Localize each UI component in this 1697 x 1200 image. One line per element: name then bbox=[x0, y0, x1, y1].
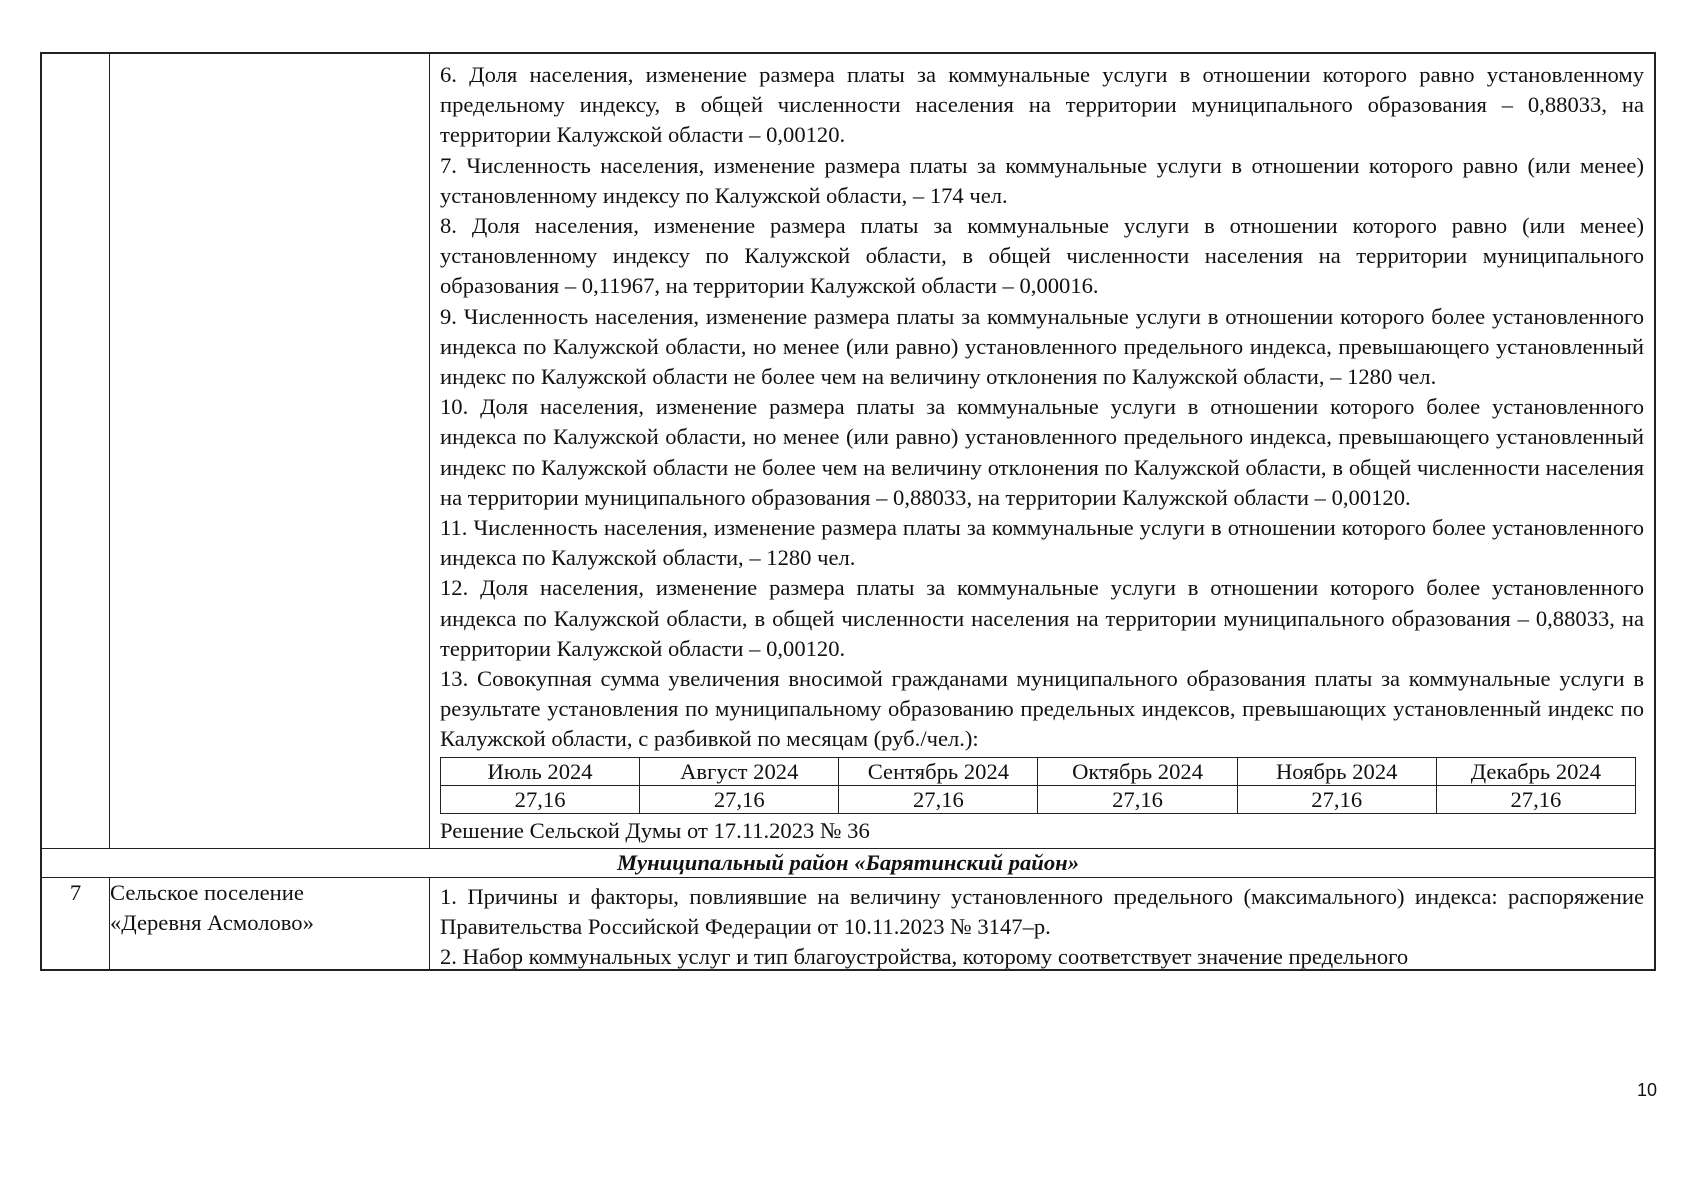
month-value: 27,16 bbox=[1436, 785, 1635, 813]
settlement-name-line2: «Деревня Асмолово» bbox=[110, 909, 314, 935]
month-value: 27,16 bbox=[441, 785, 640, 813]
indicator-item-8: 8. Доля населения, изменение размера платы за коммунальные услуги в отношении которого равно (или менее) установленному индексу по Калужской области, в общей численности населения на территории муниципального образования – 0,11967, на территории Калужской области – 0,00016. bbox=[440, 213, 1644, 299]
section-row bbox=[42, 848, 1655, 877]
indicator-item-12: 12. Доля населения, изменение размера платы за коммунальные услуги в отношении которого более установленного индекса по Калужской области, в общей численности населения на территории муниципального образования – 0,88033, на территории Калужской области – 0,00120. bbox=[440, 575, 1644, 661]
indicator-item-7: 7. Численность населения, изменение размера платы за коммунальные услуги в отношении которого равно (или менее) установленному индексу по Калужской области, – 174 чел. bbox=[440, 152, 1644, 208]
number-cell-empty bbox=[42, 54, 110, 849]
monthly-amounts-table bbox=[440, 757, 1636, 814]
decision-reference: Решение Сельской Думы от 17.11.2023 № 36 bbox=[440, 817, 870, 843]
month-header: Ноябрь 2024 bbox=[1237, 757, 1436, 785]
document-table bbox=[40, 52, 1656, 971]
table-row bbox=[42, 54, 1655, 849]
section-title: Муниципальный район «Барятинский район» bbox=[42, 848, 1655, 877]
indicator-item-13: 13. Совокупная сумма увеличения вносимой гражданами муниципального образования платы за коммунальные услуги в результате установления по муниципальному образованию предельных индексов, превышающих установленный индекс по Калужской области, с разбивкой по месяцам (руб./чел.): bbox=[440, 666, 1644, 752]
month-value: 27,16 bbox=[1237, 785, 1436, 813]
month-header: Октябрь 2024 bbox=[1038, 757, 1237, 785]
month-header: Июль 2024 bbox=[441, 757, 640, 785]
indicator-item-6: 6. Доля населения, изменение размера платы за коммунальные услуги в отношении которого равно установленному предельному индексу, в общей численности населения на территории муниципального образования – 0,88033, на территории Калужской области – 0,00120. bbox=[440, 62, 1644, 148]
indicator-item-9: 9. Численность населения, изменение размера платы за коммунальные услуги в отношении которого более установленного индекса по Калужской области, но менее (или равно) установленного предельного индекса, превышающего установленный индекс по Калужской области не более чем на величину отклонения по Калужской области, – 1280 чел. bbox=[440, 303, 1644, 390]
indicator-item-11: 11. Численность населения, изменение размера платы за коммунальные услуги в отношении которого более установленного индекса по Калужской области, – 1280 чел. bbox=[440, 515, 1644, 571]
indicators-cell bbox=[430, 877, 1655, 969]
page-number: 10 bbox=[1636, 1080, 1657, 1100]
name-cell-empty bbox=[110, 54, 430, 849]
table-row bbox=[42, 877, 1655, 969]
month-header: Сентябрь 2024 bbox=[839, 757, 1038, 785]
row-number: 7 bbox=[42, 877, 110, 969]
indicators-cell bbox=[430, 54, 1655, 849]
indicator-item-1: 1. Причины и факторы, повлиявшие на величину установленного предельного (максимального) индекса: распоряжение Правительства Российской Федерации от 10.11.2023 № 3147–р. bbox=[440, 883, 1644, 939]
month-header: Декабрь 2024 bbox=[1436, 757, 1635, 785]
settlement-name-line1: Сельское поселение bbox=[110, 879, 304, 905]
indicator-item-2: 2. Набор коммунальных услуг и тип благоустройства, которому соответствует значение предельного bbox=[440, 944, 1409, 969]
month-value: 27,16 bbox=[839, 785, 1038, 813]
month-value: 27,16 bbox=[640, 785, 839, 813]
month-header: Август 2024 bbox=[640, 757, 839, 785]
months-values-row bbox=[441, 785, 1636, 813]
settlement-name-cell bbox=[110, 877, 430, 969]
months-header-row bbox=[441, 757, 1636, 785]
month-value: 27,16 bbox=[1038, 785, 1237, 813]
indicator-item-10: 10. Доля населения, изменение размера платы за коммунальные услуги в отношении которого более установленного индекса по Калужской области, но менее (или равно) установленного предельного индекса, превышающего установленный индекс по Калужской области не более чем на величину отклонения по Калужской области, в общей численности населения на территории муниципального образования – 0,88033, на территории Калужской области – 0,00120. bbox=[440, 394, 1644, 510]
